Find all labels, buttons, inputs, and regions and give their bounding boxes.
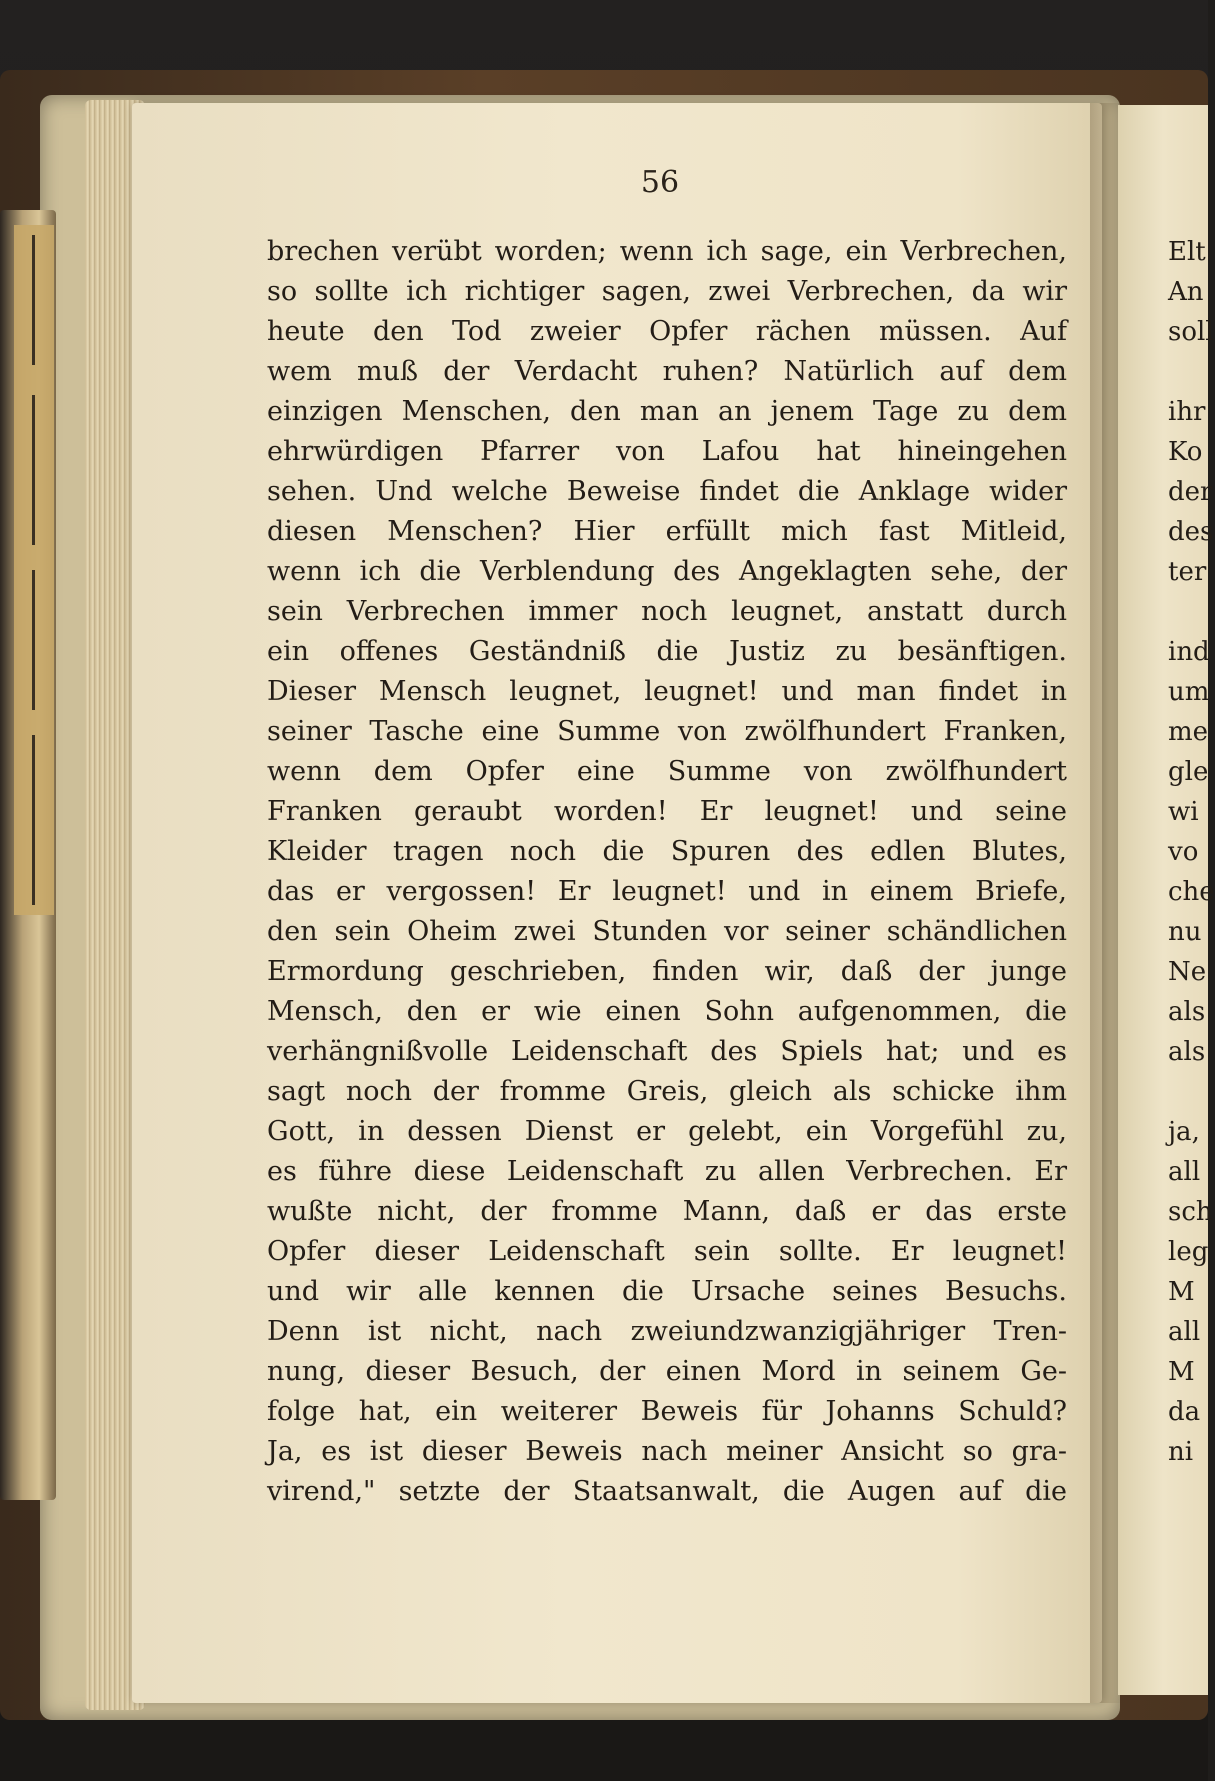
text-line: nung, dieser Besuch, der einen Mord in seinem Ge- — [267, 1356, 1067, 1387]
next-page-fragment: all — [1168, 1157, 1201, 1187]
text-line: sein Verbrechen immer noch leugnet, anstatt durch — [267, 596, 1067, 627]
next-page-text-fragments — [1168, 232, 1215, 1512]
next-page-fragment: ihr — [1168, 397, 1206, 427]
text-line: Kleider tragen noch die Spuren des edlen Blutes, — [267, 836, 1067, 867]
next-page-fragment: soll — [1168, 317, 1214, 347]
text-line: Denn ist nicht, nach zweiundzwanzigjähriger Tren- — [267, 1316, 1067, 1347]
text-line: wem muß der Verdacht ruhen? Natürlich auf dem — [267, 356, 1067, 387]
text-line: brechen verübt worden; wenn ich sage, ein Verbrechen, — [267, 236, 1067, 267]
text-line: einzigen Menschen, den man an jenem Tage zu dem — [267, 396, 1067, 427]
text-line: wenn ich die Verblendung des Angeklagten sehe, der — [267, 556, 1067, 587]
text-line: wußte nicht, der fromme Mann, daß er das erste — [267, 1196, 1067, 1227]
page-text — [267, 232, 1067, 1512]
text-line: so sollte ich richtiger sagen, zwei Verbrechen, da wir — [267, 276, 1067, 307]
next-page-fragment: An — [1168, 277, 1204, 307]
text-line: ein offenes Geständniß die Justiz zu besänftigen. — [267, 636, 1067, 667]
next-page-fragment: gle — [1168, 757, 1209, 787]
next-page-fragment: M — [1168, 1357, 1195, 1387]
page-number: 56 — [640, 165, 680, 200]
text-line: verhängnißvolle Leidenschaft des Spiels hat; und es — [267, 1036, 1067, 1067]
next-page-fragment: Ko — [1168, 437, 1203, 467]
next-page-fragment: der — [1168, 477, 1213, 507]
next-page-fragment: all — [1168, 1317, 1201, 1347]
text-line: diesen Menschen? Hier erfüllt mich fast Mitleid, — [267, 516, 1067, 547]
text-line: den sein Oheim zwei Stunden vor seiner schändlichen — [267, 916, 1067, 947]
next-page-fragment: als — [1168, 997, 1206, 1027]
next-page-fragment: des — [1168, 517, 1214, 547]
next-page-fragment — [1168, 1472, 1208, 1512]
next-page-fragment: nu — [1168, 917, 1202, 947]
text-line: ehrwürdigen Pfarrer von Lafou hat hineingehen — [267, 436, 1067, 467]
next-page-fragment: Ne — [1168, 957, 1207, 987]
text-line: wenn dem Opfer eine Summe von zwölfhundert — [267, 756, 1067, 787]
next-page-fragment: als — [1168, 1037, 1206, 1067]
text-line: das er vergossen! Er leugnet! und in einem Briefe, — [267, 876, 1067, 907]
text-line: heute den Tod zweier Opfer rächen müssen. Auf — [267, 316, 1067, 347]
next-page-fragment: sch — [1168, 1197, 1213, 1227]
next-page-fragment: leg — [1168, 1237, 1209, 1267]
next-page-fragment: ni — [1168, 1437, 1194, 1467]
next-page-fragment — [1168, 352, 1208, 392]
text-line: Gott, in dessen Dienst er gelebt, ein Vorgefühl zu, — [267, 1116, 1067, 1147]
text-line: Ja, es ist dieser Beweis nach meiner Ansicht so gra- — [267, 1436, 1067, 1467]
text-line: folge hat, ein weiterer Beweis für Johanns Schuld? — [267, 1396, 1067, 1427]
text-line: Franken geraubt worden! Er leugnet! und seine — [267, 796, 1067, 827]
decorative-ribbon — [14, 225, 54, 915]
text-line: und wir alle kennen die Ursache seines Besuchs. — [267, 1276, 1067, 1307]
next-page-fragment: Elt — [1168, 237, 1206, 267]
next-page-fragment: da — [1168, 1397, 1201, 1427]
next-page-fragment: M — [1168, 1277, 1195, 1307]
next-page-fragment: ind — [1168, 637, 1210, 667]
next-page-fragment — [1168, 1072, 1208, 1112]
next-page-fragment: che — [1168, 877, 1215, 907]
next-page-fragment: me — [1168, 717, 1209, 747]
next-page-fragment: vo — [1168, 837, 1199, 867]
text-line: sehen. Und welche Beweise findet die Anklage wider — [267, 476, 1067, 507]
text-line: Dieser Mensch leugnet, leugnet! und man findet in — [267, 676, 1067, 707]
gutter-shadow — [1090, 103, 1120, 1703]
text-line: sagt noch der fromme Greis, gleich als schicke ihm — [267, 1076, 1067, 1107]
text-line: Opfer dieser Leidenschaft sein sollte. Er leugnet! — [267, 1236, 1067, 1267]
next-page-fragment — [1168, 592, 1208, 632]
text-line: seiner Tasche eine Summe von zwölfhundert Franken, — [267, 716, 1067, 747]
next-page-fragment: um — [1168, 677, 1210, 707]
next-page-fragment: ja, — [1168, 1117, 1200, 1147]
text-line: virend," setzte der Staatsanwalt, die Augen auf die — [267, 1476, 1067, 1507]
next-page-fragment: wi — [1168, 797, 1199, 827]
text-line: Ermordung geschrieben, finden wir, daß der junge — [267, 956, 1067, 987]
text-line: Mensch, den er wie einen Sohn aufgenommen, die — [267, 996, 1067, 1027]
text-line: es führe diese Leidenschaft zu allen Verbrechen. Er — [267, 1156, 1067, 1187]
next-page-fragment: ter — [1168, 557, 1207, 587]
